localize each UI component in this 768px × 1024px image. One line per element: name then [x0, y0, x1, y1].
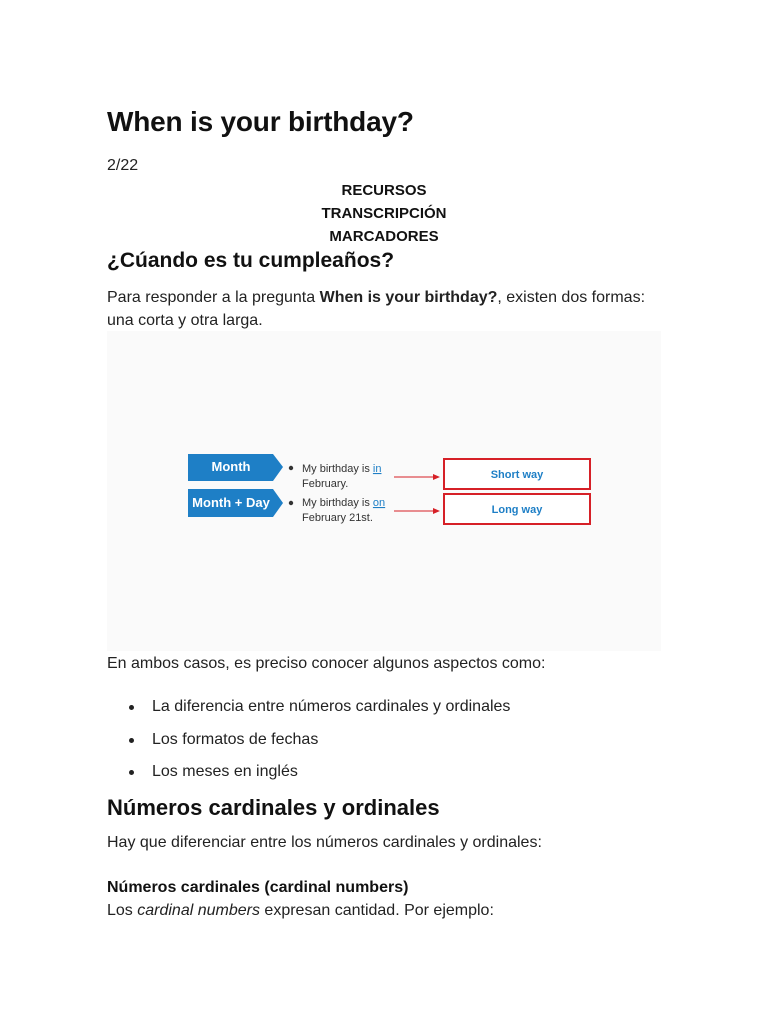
row2-text-line2: February 21st. [302, 512, 373, 524]
long-way-label: Long way [491, 504, 543, 516]
list-item-text: Los meses en inglés [152, 763, 298, 780]
cardinal-subheading: Números cardinales (cardinal numbers) [107, 879, 409, 896]
cardinal-italic: cardinal numbers [137, 902, 260, 919]
page-indicator: 2/22 [107, 157, 139, 174]
list-item [107, 762, 510, 795]
bullet-icon [129, 770, 134, 775]
aspects-paragraph: En ambos casos, es preciso conocer algunos aspectos como: [107, 655, 546, 672]
link-recursos[interactable]: RECURSOS [341, 182, 427, 199]
cardinal-text-before: Los [107, 902, 138, 919]
short-way-label: Short way [490, 469, 544, 481]
cardinal-ordinal-paragraph: Hay que diferenciar entre los números cardinales y ordinales: [107, 834, 542, 851]
list-item [107, 697, 510, 730]
list-item-text: La diferencia entre números cardinales y ordinales [152, 698, 511, 715]
row2-arrowhead [433, 508, 440, 514]
list-item [107, 730, 510, 763]
birthday-diagram [107, 331, 661, 651]
month-tag-label: Month [211, 459, 251, 474]
row2-text: My birthday is [302, 497, 373, 509]
section-heading-cuando: ¿Cúando es tu cumpleaños? [107, 249, 395, 272]
month-day-tag-label: Month + Day [192, 495, 270, 510]
resource-links [107, 179, 661, 248]
intro-question: When is your birthday? [319, 289, 498, 306]
intro-paragraph [107, 286, 667, 332]
link-marcadores[interactable]: MARCADORES [329, 228, 439, 245]
bullet-icon [129, 705, 134, 710]
list-item-text: Los formatos de fechas [152, 730, 319, 748]
link-transcripcion[interactable]: TRANSCRIPCIÓN [321, 205, 447, 222]
row1-text-line2: February. [302, 478, 349, 490]
bullet-icon [129, 738, 134, 743]
svg-text:My birthday is on [302, 497, 385, 509]
intro-text-after: , existen dos formas: una corta y otra larga. [107, 289, 646, 329]
aspects-list [107, 697, 510, 795]
intro-text-before: Para responder a la pregunta [107, 289, 320, 306]
birthday-figure [107, 331, 661, 651]
row1-arrowhead [433, 474, 440, 480]
svg-text:My birthday is in [302, 463, 381, 475]
row2-highlight: on [372, 497, 386, 509]
row1-highlight: in [372, 463, 382, 475]
page-title: When is your birthday? [107, 106, 414, 137]
cardinal-text-after: expresan cantidad. Por ejemplo: [259, 902, 494, 919]
row1-text: My birthday is [302, 463, 373, 475]
bullet-dot [289, 466, 293, 470]
section-heading-numeros: Números cardinales y ordinales [107, 795, 440, 820]
bullet-dot [289, 501, 293, 505]
cardinal-paragraph [107, 902, 494, 920]
